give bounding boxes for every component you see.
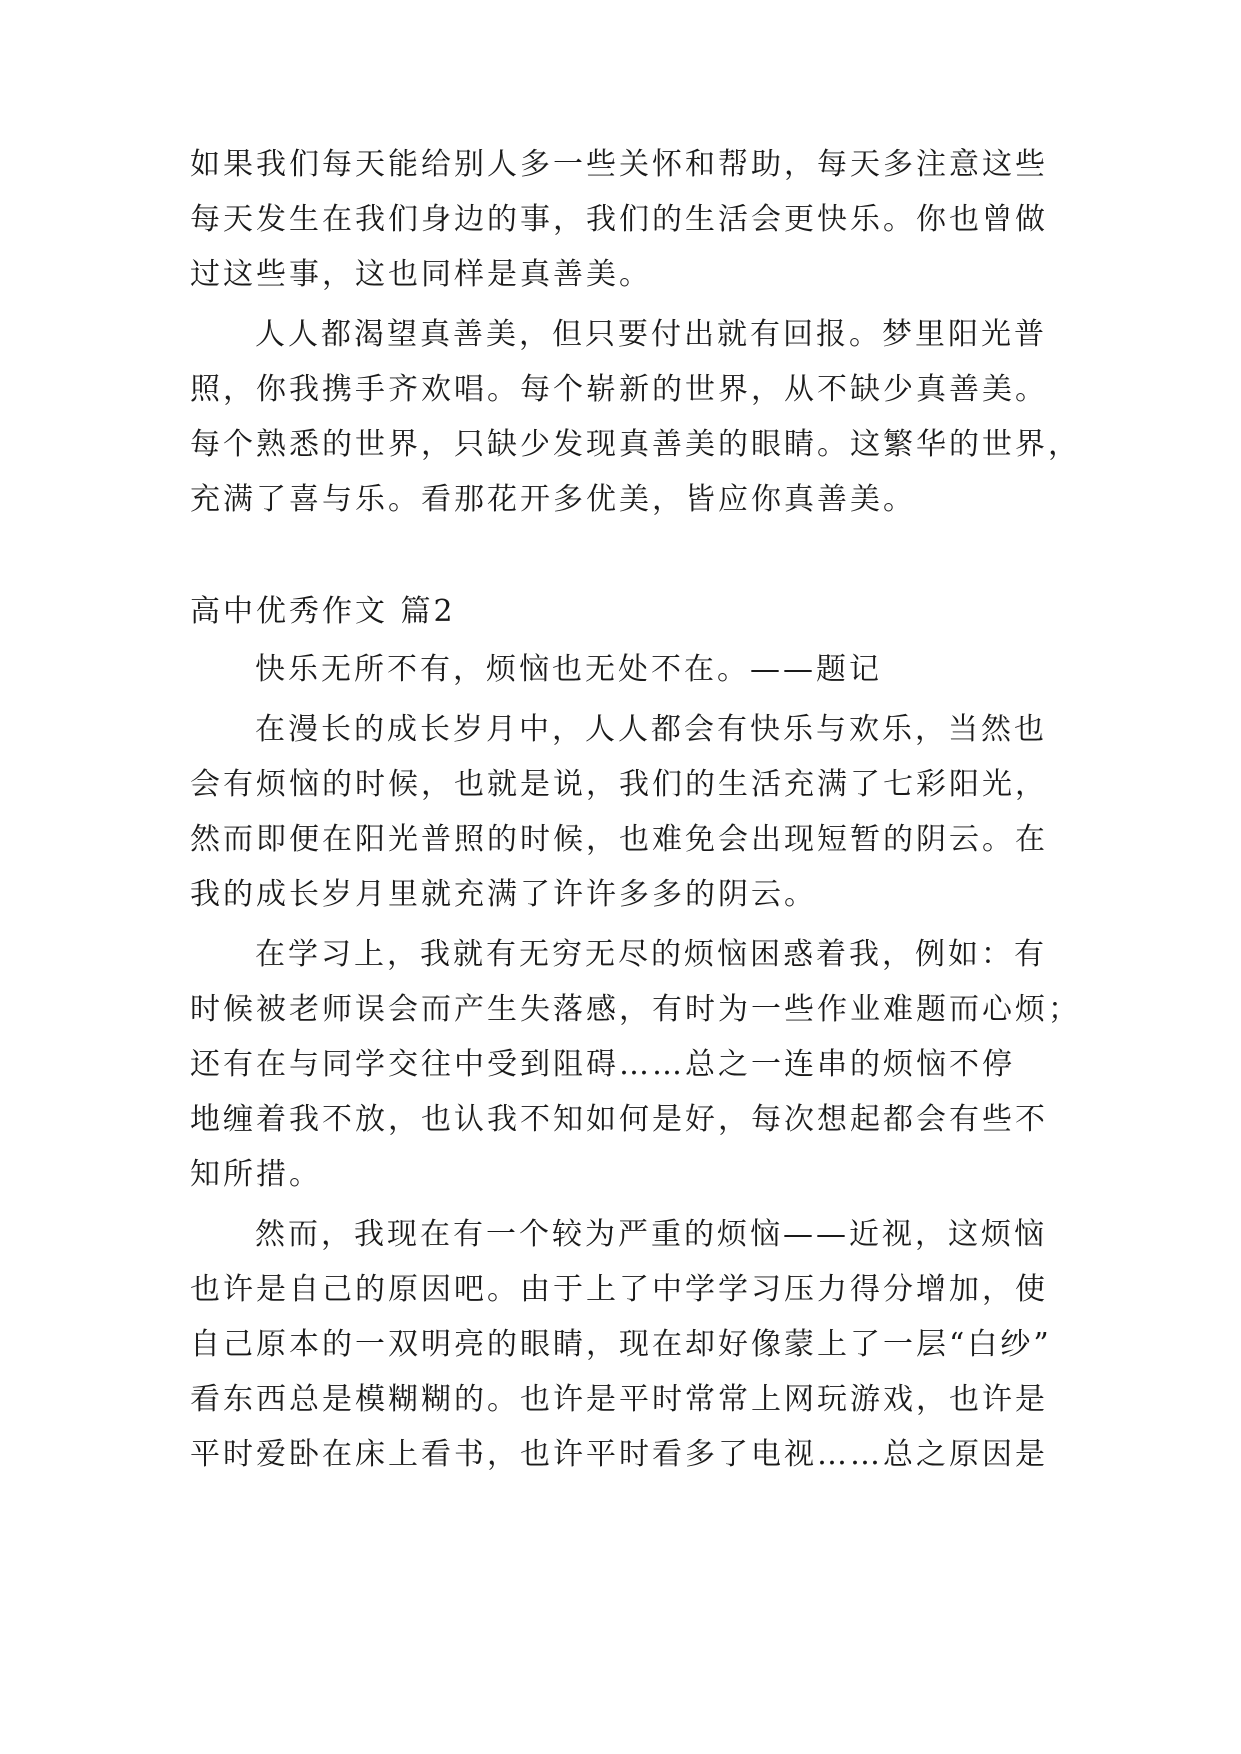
section-title: 高中优秀作文 篇2 <box>190 594 456 629</box>
text-line: 然而即便在阳光普照的时候，也难免会出现短暂的阴云。在 <box>190 822 1048 857</box>
text-line: 时候被老师误会而产生失落感，有时为一些作业难题而心烦； <box>190 992 1081 1027</box>
text-line: 如果我们每天能给别人多一些关怀和帮助，每天多注意这些 <box>190 147 1048 182</box>
text-line: 也许是自己的原因吧。由于上了中学学习压力得分增加，使 <box>190 1272 1048 1307</box>
text-line: 自己原本的一双明亮的眼睛，现在却好像蒙上了一层“白纱” <box>190 1327 1052 1362</box>
text-line: 过这些事，这也同样是真善美。 <box>190 257 652 292</box>
text-line: 每个熟悉的世界，只缺少发现真善美的眼睛。这繁华的世界， <box>190 427 1081 462</box>
text-line: 充满了喜与乐。看那花开多优美，皆应你真善美。 <box>190 482 916 517</box>
text-line: 我的成长岁月里就充满了许许多多的阴云。 <box>190 877 817 912</box>
text-line: 还有在与同学交往中受到阻碍……总之一连串的烦恼不停 <box>190 1047 1015 1082</box>
text-line: 平时爱卧在床上看书，也许平时看多了电视……总之原因是 <box>190 1437 1048 1472</box>
text-line: 地缠着我不放，也认我不知如何是好，每次想起都会有些不 <box>190 1102 1048 1137</box>
text-line: 在漫长的成长岁月中，人人都会有快乐与欢乐，当然也 <box>255 712 1047 747</box>
epigraph: 快乐无所不有，烦恼也无处不在。——题记 <box>255 652 882 687</box>
text-line: 会有烦恼的时候，也就是说，我们的生活充满了七彩阳光， <box>190 767 1048 802</box>
text-line: 照，你我携手齐欢唱。每个崭新的世界，从不缺少真善美。 <box>190 372 1048 407</box>
text-line: 人人都渴望真善美，但只要付出就有回报。梦里阳光普 <box>255 317 1047 352</box>
text-line: 知所措。 <box>190 1157 322 1192</box>
text-line: 每天发生在我们身边的事，我们的生活会更快乐。你也曾做 <box>190 202 1048 237</box>
text-line: 看东西总是模糊糊的。也许是平时常常上网玩游戏，也许是 <box>190 1382 1048 1417</box>
text-line: 在学习上，我就有无穷无尽的烦恼困惑着我，例如：有 <box>255 937 1047 972</box>
text-line: 然而，我现在有一个较为严重的烦恼——近视，这烦恼 <box>255 1217 1047 1252</box>
